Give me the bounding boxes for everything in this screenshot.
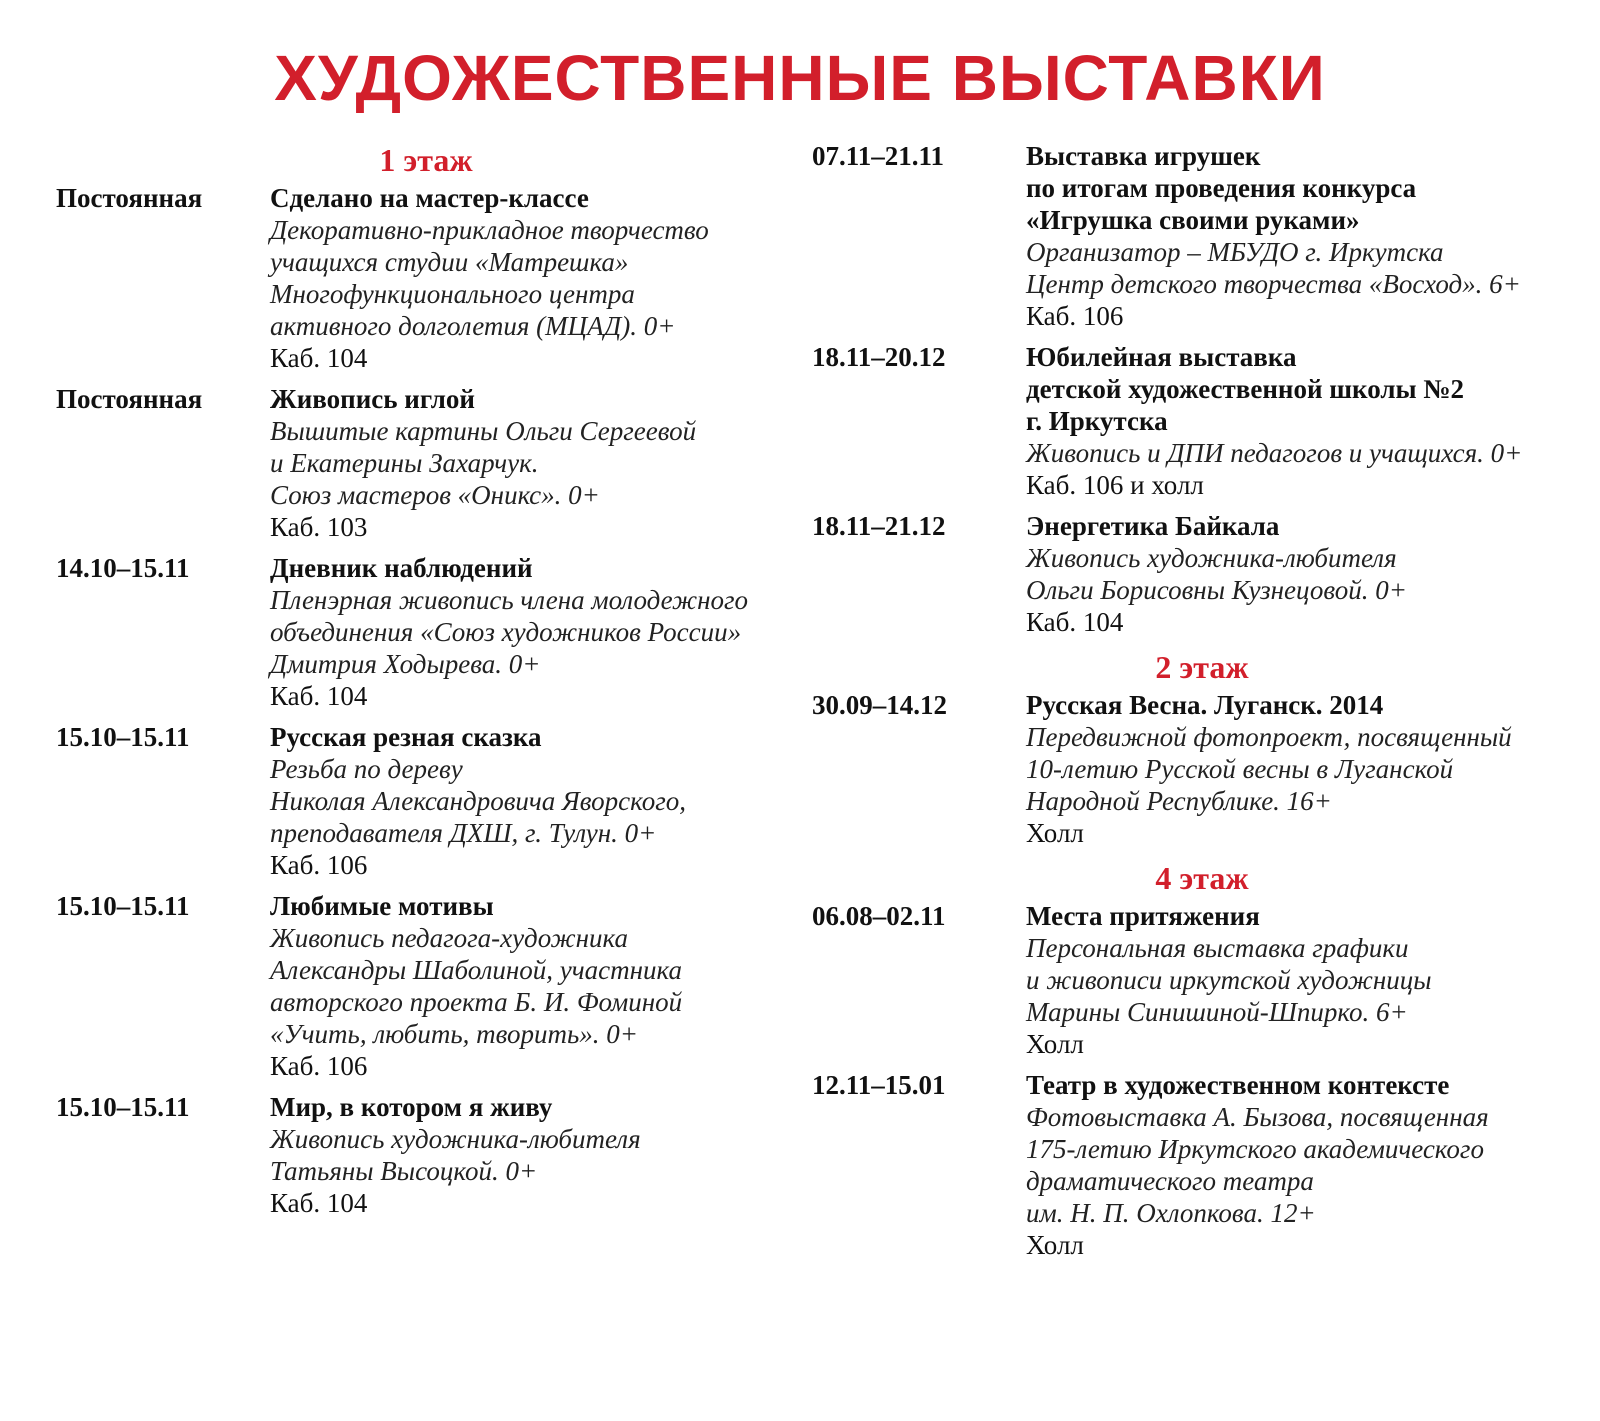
exhibition-info — [270, 182, 786, 374]
exhibition-description: 175-летию Иркутского академического — [1026, 1134, 1484, 1164]
exhibition-date: 07.11–21.11 — [812, 141, 945, 171]
exhibition-entry — [812, 1069, 1592, 1261]
exhibition-description: Татьяны Высоцкой. 0+ — [270, 1156, 538, 1186]
exhibition-info — [1026, 341, 1592, 501]
exhibition-description: им. Н. П. Охлопкова. 12+ — [1026, 1198, 1316, 1228]
exhibition-date: Постоянная — [56, 384, 203, 414]
exhibition-description: драматического театра — [1026, 1166, 1314, 1196]
right-column — [812, 140, 1592, 1270]
exhibition-list-floor-4 — [812, 900, 1592, 1261]
exhibition-info — [270, 721, 786, 881]
exhibition-room: Каб. 106 — [270, 1051, 368, 1081]
exhibition-room: Каб. 103 — [270, 512, 368, 542]
exhibition-entry — [812, 510, 1592, 638]
page-title: ХУДОЖЕСТВЕННЫЕ ВЫСТАВКИ — [274, 42, 1326, 114]
exhibition-room: Каб. 106 и холл — [1026, 470, 1204, 500]
exhibition-description: Персональная выставка графики — [1026, 933, 1409, 963]
exhibition-info — [1026, 689, 1592, 849]
exhibition-entry — [812, 689, 1592, 849]
exhibition-list-floor-1-cont — [812, 140, 1592, 638]
exhibition-title: Юбилейная выставка — [1026, 342, 1297, 372]
exhibition-description: Организатор – МБУДО г. Иркутска — [1026, 237, 1444, 267]
exhibition-entry — [812, 140, 1592, 332]
exhibition-entry — [56, 721, 786, 881]
exhibition-description: преподавателя ДХШ, г. Тулун. 0+ — [270, 818, 657, 848]
exhibition-description: Живопись педагога-художника — [270, 923, 628, 953]
exhibition-date: 15.10–15.11 — [56, 891, 190, 921]
exhibition-info — [270, 1091, 786, 1219]
exhibition-description: Пленэрная живопись члена молодежного — [270, 585, 749, 615]
exhibition-description: Фотовыставка А. Бызова, посвященная — [1026, 1102, 1489, 1132]
exhibition-description: Александры Шаболиной, участника — [270, 955, 682, 985]
floor-heading-2: 2 этаж — [1155, 649, 1249, 685]
exhibition-entry — [56, 383, 786, 543]
exhibition-description: объединения «Союз художников России» — [270, 617, 742, 647]
exhibition-room: Холл — [1026, 1230, 1084, 1260]
exhibition-entry — [56, 182, 786, 374]
exhibition-title: Русская Весна. Луганск. 2014 — [1026, 690, 1384, 720]
exhibition-title: по итогам проведения конкурса — [1026, 173, 1417, 203]
exhibition-description: Многофункционального центра — [270, 279, 635, 309]
exhibition-title: Сделано на мастер-классе — [270, 183, 589, 213]
exhibition-description: Вышитые картины Ольги Сергеевой — [270, 416, 697, 446]
exhibition-description: авторского проекта Б. И. Фоминой — [270, 987, 683, 1017]
exhibition-description: Ольги Борисовны Кузнецовой. 0+ — [1026, 575, 1407, 605]
floor-heading-4: 4 этаж — [1155, 860, 1249, 896]
exhibition-entry — [56, 890, 786, 1082]
exhibition-title: Любимые мотивы — [270, 891, 494, 921]
exhibition-description: Живопись и ДПИ педагогов и учащихся. 0+ — [1026, 438, 1523, 468]
exhibition-entry — [56, 1091, 786, 1219]
exhibition-title: Театр в художественном контексте — [1026, 1070, 1450, 1100]
exhibition-description: и Екатерины Захарчук. — [270, 448, 539, 478]
exhibition-description: «Учить, любить, творить». 0+ — [270, 1019, 639, 1049]
exhibition-description: Дмитрия Ходырева. 0+ — [270, 649, 541, 679]
exhibition-room: Каб. 104 — [270, 343, 368, 373]
exhibition-entry — [812, 900, 1592, 1060]
exhibition-info — [1026, 1069, 1592, 1261]
exhibition-date: 30.09–14.12 — [812, 690, 947, 720]
exhibition-description: активного долголетия (МЦАД). 0+ — [270, 311, 676, 341]
exhibition-info — [1026, 510, 1592, 638]
exhibition-description: Союз мастеров «Оникс». 0+ — [270, 480, 600, 510]
exhibition-room: Каб. 104 — [270, 1188, 368, 1218]
exhibition-info — [270, 383, 786, 543]
exhibition-date: 18.11–20.12 — [812, 342, 946, 372]
exhibition-room: Каб. 106 — [1026, 301, 1124, 331]
exhibition-title: Энергетика Байкала — [1026, 511, 1280, 541]
exhibition-title: Места притяжения — [1026, 901, 1260, 931]
exhibition-room: Холл — [1026, 1029, 1084, 1059]
exhibition-title: Мир, в котором я живу — [270, 1092, 553, 1122]
exhibition-info — [1026, 140, 1592, 332]
exhibition-description: Марины Синишиной-Шпирко. 6+ — [1026, 997, 1408, 1027]
exhibition-title: Дневник наблюдений — [270, 553, 533, 583]
exhibition-description: Передвижной фотопроект, посвященный — [1026, 722, 1512, 752]
exhibition-title: «Игрушка своими руками» — [1026, 205, 1360, 235]
exhibition-date: 12.11–15.01 — [812, 1070, 946, 1100]
exhibition-room: Холл — [1026, 818, 1084, 848]
exhibition-description: Народной Республике. 16+ — [1026, 786, 1332, 816]
exhibition-list-floor-2 — [812, 689, 1592, 849]
left-column — [56, 140, 786, 1228]
exhibition-entry — [812, 341, 1592, 501]
exhibition-date: 15.10–15.11 — [56, 722, 190, 752]
exhibition-description: Николая Александровича Яворского, — [270, 786, 687, 816]
exhibition-description: Резьба по дереву — [270, 754, 463, 784]
exhibition-description: и живописи иркутской художницы — [1026, 965, 1432, 995]
exhibition-title: Живопись иглой — [270, 384, 475, 414]
exhibition-date: 18.11–21.12 — [812, 511, 946, 541]
exhibition-info — [270, 552, 786, 712]
exhibition-date: 15.10–15.11 — [56, 1092, 190, 1122]
exhibition-description: 10-летию Русской весны в Луганской — [1026, 754, 1454, 784]
exhibition-info — [1026, 900, 1592, 1060]
exhibition-list-floor-1 — [56, 182, 786, 1219]
exhibition-description: Живопись художника-любителя — [270, 1124, 641, 1154]
exhibition-title: детской художественной школы №2 — [1026, 374, 1464, 404]
exhibition-title: Выставка игрушек — [1026, 141, 1261, 171]
floor-heading-1: 1 этаж — [379, 142, 473, 178]
exhibition-description: учащихся студии «Матрешка» — [270, 247, 629, 277]
exhibition-date: 14.10–15.11 — [56, 553, 190, 583]
exhibition-room: Каб. 104 — [270, 681, 368, 711]
exhibition-title: Русская резная сказка — [270, 722, 542, 752]
exhibition-title: г. Иркутска — [1026, 406, 1168, 436]
exhibition-room: Каб. 106 — [270, 850, 368, 880]
exhibition-description: Центр детского творчества «Восход». 6+ — [1026, 269, 1521, 299]
exhibition-description: Декоративно-прикладное творчество — [270, 215, 709, 245]
exhibition-entry — [56, 552, 786, 712]
exhibition-info — [270, 890, 786, 1082]
exhibition-room: Каб. 104 — [1026, 607, 1124, 637]
exhibition-description: Живопись художника-любителя — [1026, 543, 1397, 573]
exhibition-date: 06.08–02.11 — [812, 901, 946, 931]
exhibition-date: Постоянная — [56, 183, 203, 213]
